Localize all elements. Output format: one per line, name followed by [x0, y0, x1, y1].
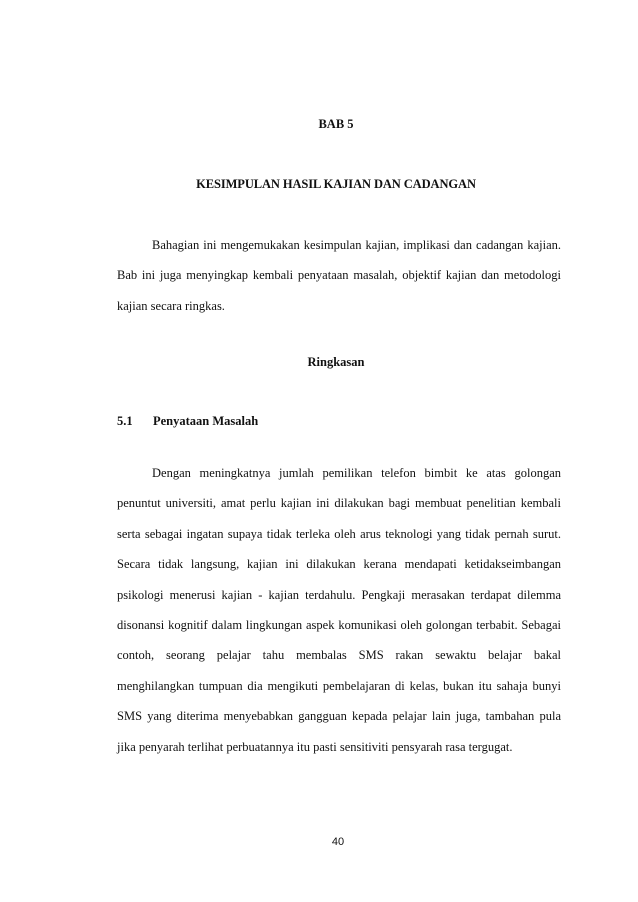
body-text: Dengan meningkatnya jumlah pemilikan telefon bimbit ke atas golongan penuntut universiti, amat perlu kajian ini dilakukan bagi membuat penelitian kembali serta sebagai ingatan supaya tidak terleka oleh arus teknologi yang tidak pernah surut. Secara tidak langsung, kajian ini dilakukan kerana mendapati ketidakseimbangan psikologi menerusi kajian - kajian terdahulu. Pengkaji merasakan terdapat dilemma disonansi kognitif dalam lingkungan aspek komunikasi oleh golongan terbabit. Sebagai contoh, seorang pelajar tahu membalas SMS rakan sewaktu belajar bakal menghilangkan tumpuan dia mengikuti pembelajaran di kelas, bukan itu sahaja bunyi SMS yang diterima menyebabkan gangguan kepada pelajar lain juga, tambahan pula jika penyarah terlihat perbuatannya itu pasti sensitiviti pensyarah rasa tergugat. [117, 466, 561, 754]
page-number: 40 [331, 836, 345, 848]
intro-text: Bahagian ini mengemukakan kesimpulan kajian, implikasi dan cadangan kajian. Bab ini juga menyingkap kembali penyataan masalah, objektif kajian dan metodologi kajian secara ringkas. [117, 238, 561, 313]
section-heading [117, 414, 258, 429]
body-paragraph [117, 458, 561, 762]
chapter-heading: BAB 5 [318, 117, 354, 131]
chapter-title: KESIMPULAN HASIL KAJIAN DAN CADANGAN [196, 177, 476, 191]
intro-paragraph [117, 230, 561, 321]
section-number: 5.1 [117, 414, 133, 428]
section-title: Penyataan Masalah [153, 414, 259, 428]
summary-heading: Ringkasan [307, 355, 365, 369]
